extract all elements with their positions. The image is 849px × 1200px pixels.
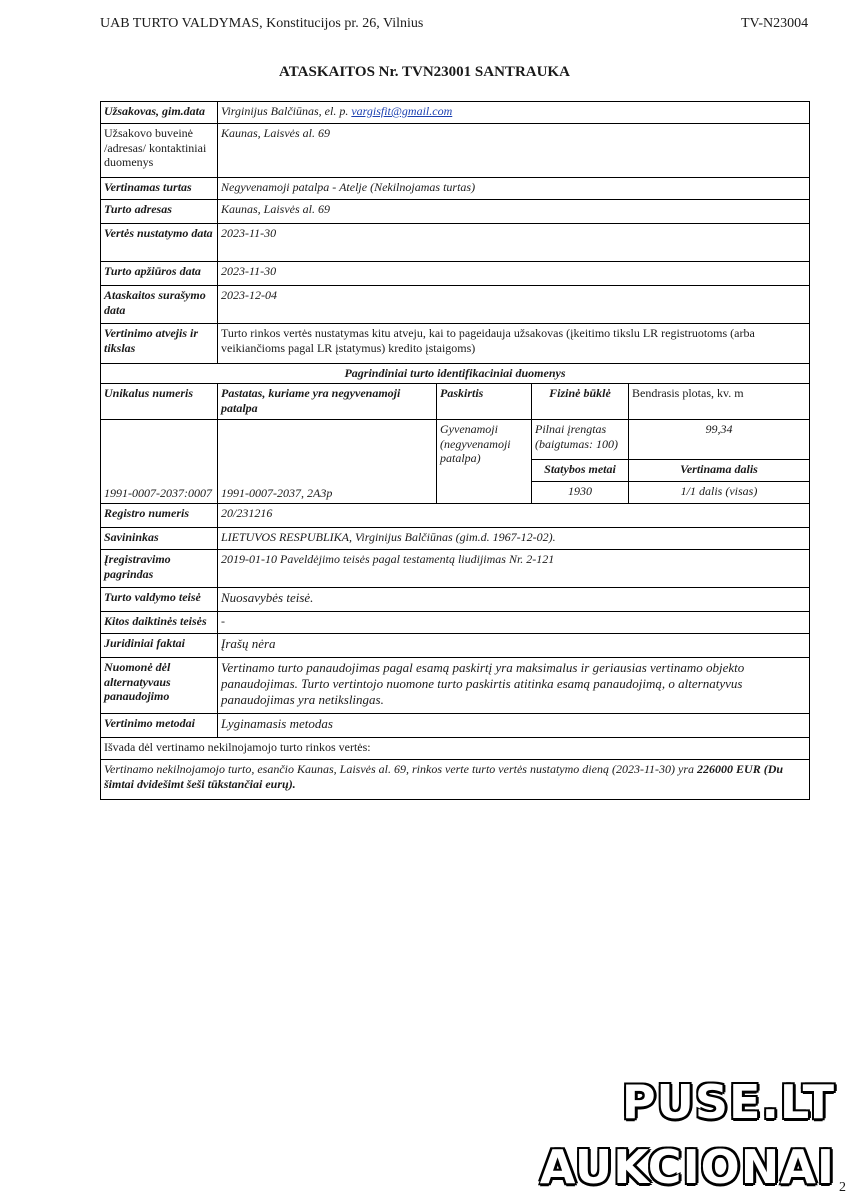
row-report-date — [101, 286, 810, 324]
purpose-value: Turto rinkos vertės nustatymas kitu atveju, kai to pageidauja užsakovas (įkeitimo tikslu LR registruotoms (arba veikiančioms pagal LR įstatymus) kredito įstaigoms) — [218, 324, 810, 364]
row-identification-values-1 — [101, 420, 810, 460]
valuation-date-label: Vertės nustatymo data — [101, 224, 218, 262]
alternative-use-value: Vertinamo turto panaudojimas pagal esamą paskirtį yra maksimalus ir geriausias vertinamo objekto panaudojimas. Turto vertintojo nuomone turto paskirtis atitinka esamą panaudojimą, o alternatyvus panaudojimas yra netikslingas. — [218, 658, 810, 714]
row-legal-facts — [101, 634, 810, 658]
row-registration-basis — [101, 550, 810, 588]
row-alternative-use — [101, 658, 810, 714]
row-conclusion-text — [101, 760, 810, 800]
header-year-built: Statybos metai — [532, 460, 629, 482]
property-value: Negyvenamoji patalpa - Atelje (Nekilnojamas turtas) — [218, 178, 810, 200]
conclusion-text — [101, 760, 810, 800]
inspection-date-label: Turto apžiūros data — [101, 262, 218, 286]
row-owner — [101, 528, 810, 550]
client-name: Virginijus Balčiūnas, el. p. — [221, 104, 352, 118]
legal-facts-label: Juridiniai faktai — [101, 634, 218, 658]
row-other-rights — [101, 612, 810, 634]
ownership-right-value: Nuosavybės teisė. — [218, 588, 810, 612]
header-assessed-part: Vertinama dalis — [629, 460, 810, 482]
registration-basis-label: Įregistravimo pagrindas — [101, 550, 218, 588]
row-ownership-right — [101, 588, 810, 612]
document-title: ATASKAITOS Nr. TVN23001 SANTRAUKA — [279, 64, 570, 80]
row-client-address — [101, 124, 810, 178]
value-unique-number: 1991-0007-2037:0007 — [101, 420, 218, 504]
client-address-value: Kaunas, Laisvės al. 69 — [218, 124, 810, 178]
purpose-label: Vertinimo atvejis ir tikslas — [101, 324, 218, 364]
identification-title: Pagrindiniai turto identifikaciniai duomenys — [101, 364, 810, 384]
row-purpose — [101, 324, 810, 364]
methods-value: Lyginamasis metodas — [218, 714, 810, 738]
owner-value: LIETUVOS RESPUBLIKA, Virginijus Balčiūnas (gim.d. 1967-12-02). — [218, 528, 810, 550]
row-identification-title — [101, 364, 810, 384]
watermark-line-1: PUSE.LT — [621, 1075, 835, 1129]
client-label: Užsakovas, gim.data — [101, 102, 218, 124]
header-purpose: Paskirtis — [437, 384, 532, 420]
alternative-use-label: Nuomonė dėl alternatyvaus panaudojimo — [101, 658, 218, 714]
row-identification-headers — [101, 384, 810, 420]
row-property — [101, 178, 810, 200]
registry-value: 20/231216 — [218, 504, 810, 528]
valuation-date-value: 2023-11-30 — [218, 224, 810, 262]
value-building: 1991-0007-2037, 2A3p — [218, 420, 437, 504]
conclusion-intro: Vertinamo nekilnojamojo turto, esančio Kaunas, Laisvės al. 69, rinkos verte turto vertės nustatymo dieną (2023-11-30) yra — [104, 762, 698, 776]
row-conclusion-heading — [101, 738, 810, 760]
client-value — [218, 102, 810, 124]
header-unique-number: Unikalus numeris — [101, 384, 218, 420]
property-address-value: Kaunas, Laisvės al. 69 — [218, 200, 810, 224]
header-company: UAB TURTO VALDYMAS, Konstitucijos pr. 26, Vilnius — [100, 16, 424, 31]
row-inspection-date — [101, 262, 810, 286]
registration-basis-value: 2019-01-10 Paveldėjimo teisės pagal testamentą liudijimas Nr. 2-121 — [218, 550, 810, 588]
header-doc-code: TV-N23004 — [741, 16, 809, 31]
client-email-link[interactable]: vargisfit@gmail.com — [351, 104, 453, 118]
watermark-line-2: AUKCIONAI — [539, 1140, 835, 1194]
header-condition: Fizinė būklė — [532, 384, 629, 420]
other-rights-label: Kitos daiktinės teisės — [101, 612, 218, 634]
row-methods — [101, 714, 810, 738]
ownership-right-label: Turto valdymo teisė — [101, 588, 218, 612]
other-rights-value: - — [218, 612, 810, 634]
row-client — [101, 102, 810, 124]
summary-table — [100, 101, 810, 800]
value-purpose: Gyvenamoji (negyvenamoji patalpa) — [437, 420, 532, 504]
report-date-value: 2023-12-04 — [218, 286, 810, 324]
property-label: Vertinamas turtas — [101, 178, 218, 200]
inspection-date-value: 2023-11-30 — [218, 262, 810, 286]
conclusion-amount: 226000 EUR (Du šimtai dvidešimt šeši tūkstančiai eurų). — [104, 762, 784, 791]
report-date-label: Ataskaitos surašymo data — [101, 286, 218, 324]
value-area: 99,34 — [629, 420, 810, 460]
row-valuation-date — [101, 224, 810, 262]
conclusion-heading: Išvada dėl vertinamo nekilnojamojo turto rinkos vertės: — [101, 738, 810, 760]
header-area: Bendrasis plotas, kv. m — [629, 384, 810, 420]
property-address-label: Turto adresas — [101, 200, 218, 224]
value-year-built: 1930 — [532, 482, 629, 504]
client-address-label: Užsakovo buveinė /adresas/ kontaktiniai duomenys — [101, 124, 218, 178]
value-assessed-part: 1/1 dalis (visas) — [629, 482, 810, 504]
legal-facts-value: Įrašų nėra — [218, 634, 810, 658]
row-property-address — [101, 200, 810, 224]
methods-label: Vertinimo metodai — [101, 714, 218, 738]
owner-label: Savininkas — [101, 528, 218, 550]
header-building: Pastatas, kuriame yra negyvenamoji patalpa — [218, 384, 437, 420]
registry-label: Registro numeris — [101, 504, 218, 528]
page-number: 2 — [839, 1180, 846, 1195]
row-registry — [101, 504, 810, 528]
value-condition: Pilnai įrengtas (baigtumas: 100) — [532, 420, 629, 460]
